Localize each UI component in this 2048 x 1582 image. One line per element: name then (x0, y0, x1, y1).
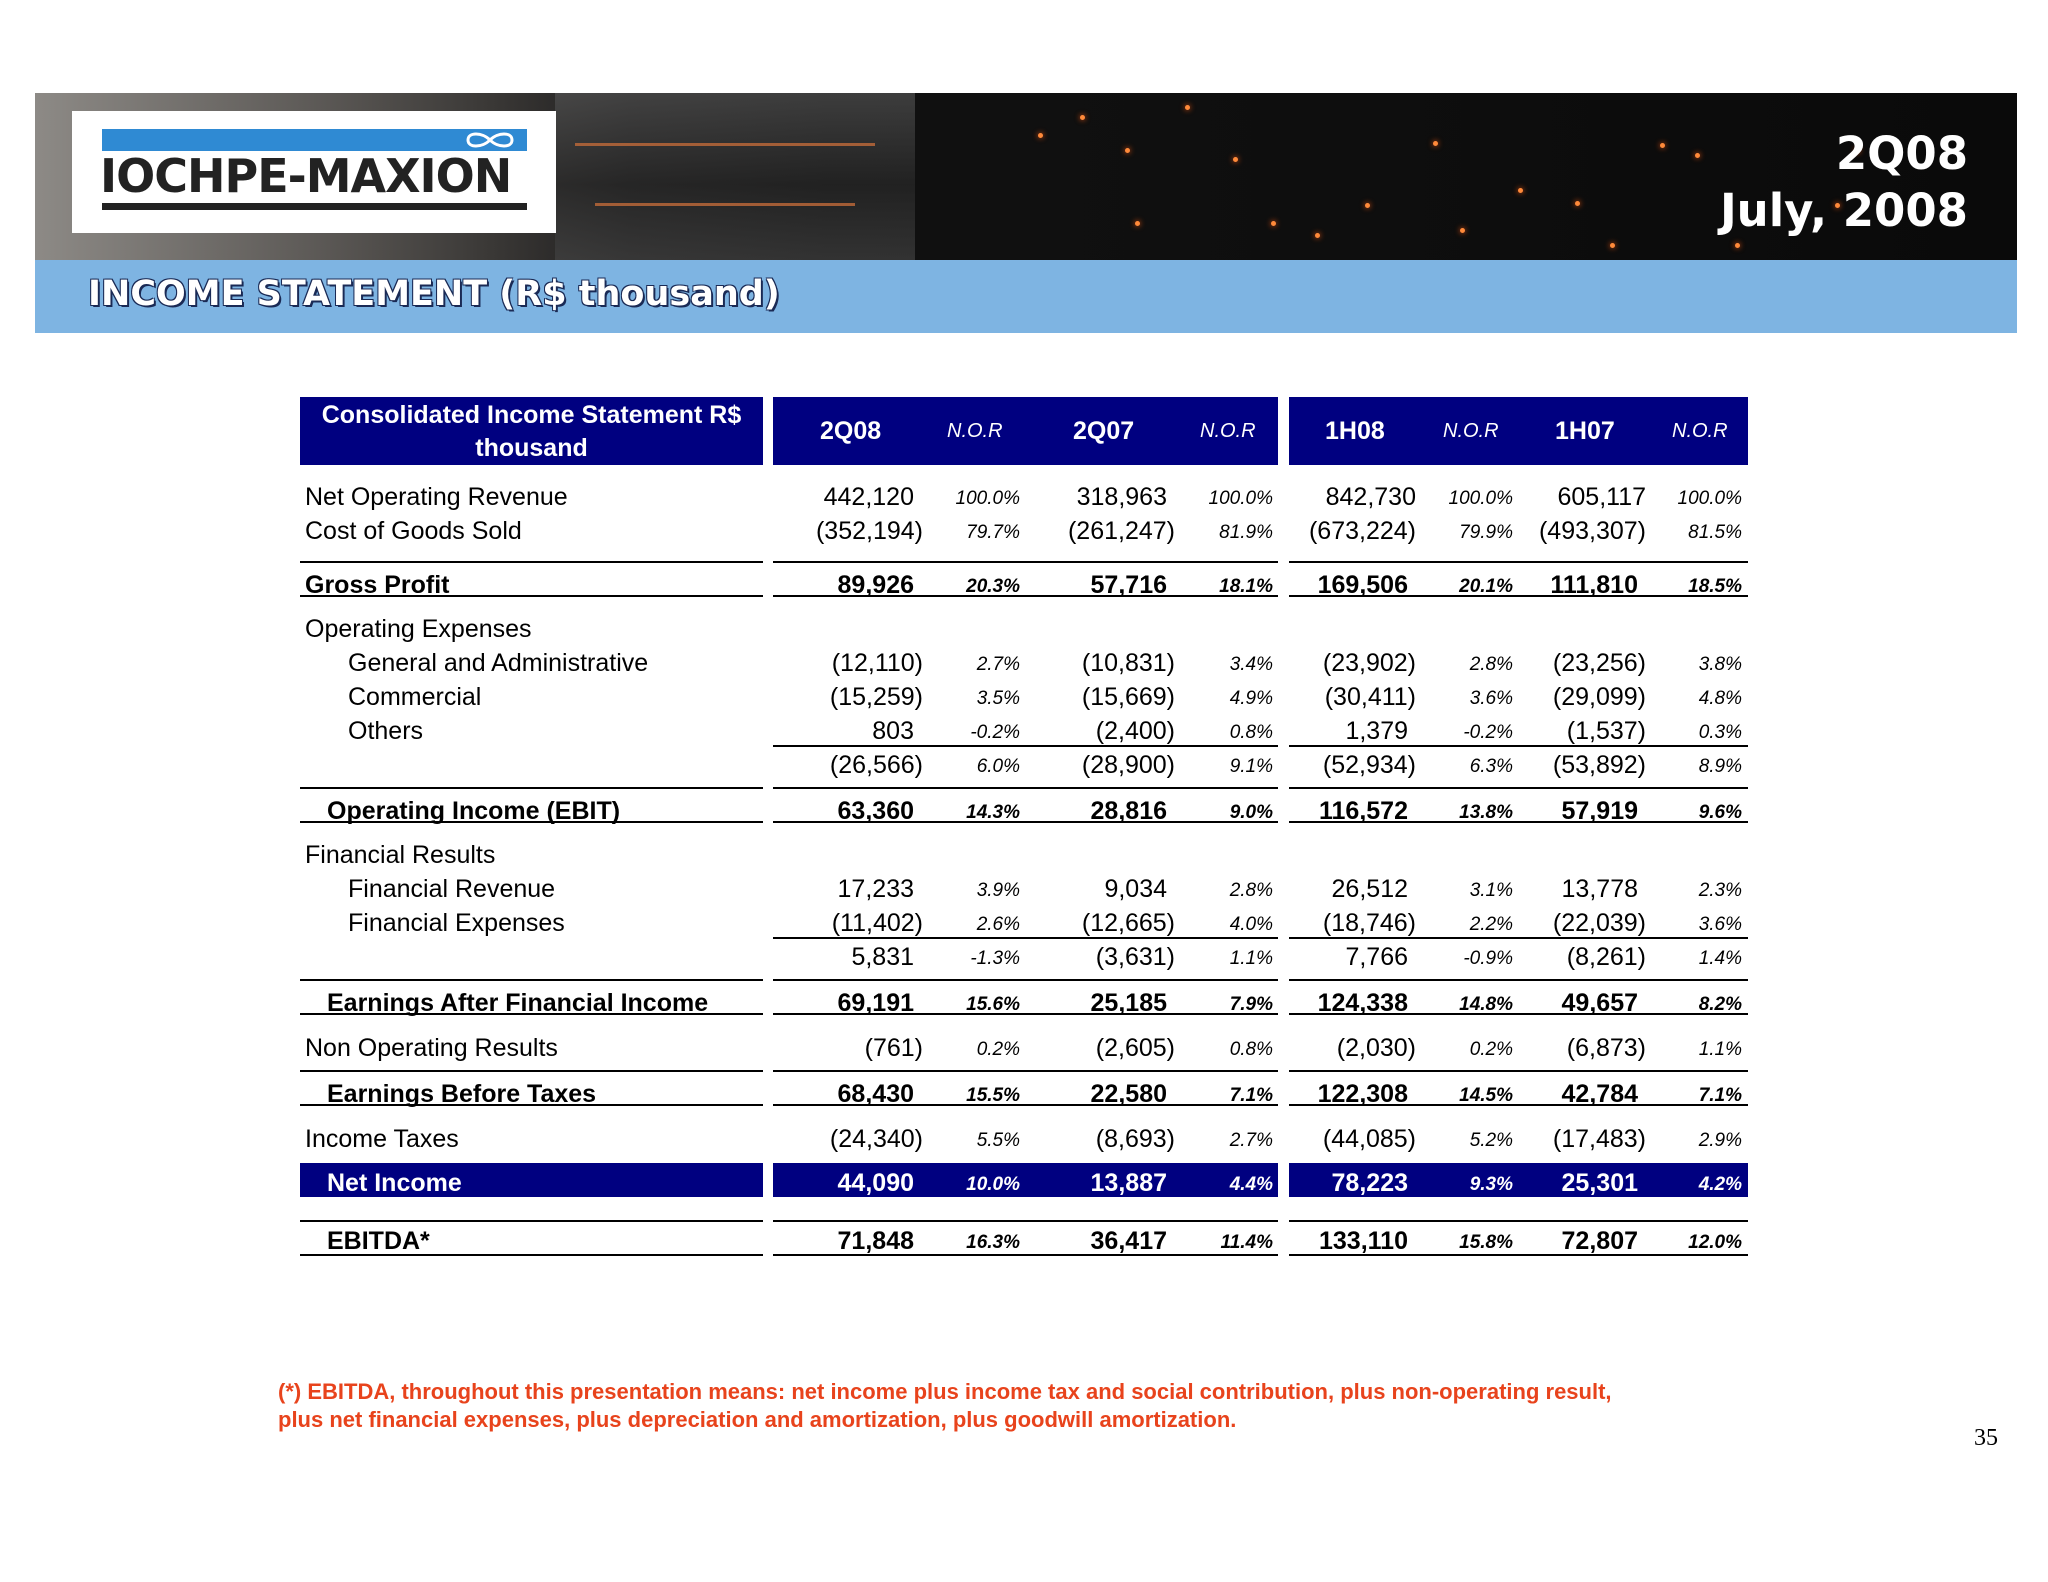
cell-1h08: 133,110 (1319, 1227, 1408, 1255)
date-label: July, 2008 (1719, 184, 1968, 237)
cell-nor: 9.3% (1469, 1174, 1513, 1195)
cell-nor: 11.4% (1220, 1232, 1273, 1253)
cell-nor: 1.1% (1698, 1039, 1742, 1060)
cell-nor: -1.3% (970, 948, 1020, 969)
banner-decor (1610, 243, 1615, 248)
cell-nor: 3.6% (1698, 914, 1742, 935)
cell-2q08: 44,090 (837, 1169, 914, 1197)
cell-nor: 8.9% (1698, 756, 1742, 777)
rule-line (1289, 787, 1748, 789)
page-title: INCOME STATEMENT (R$ thousand) (88, 274, 780, 314)
rule-line (773, 979, 1278, 981)
cell-nor: 4.9% (1229, 688, 1273, 709)
cell-nor: 7.1% (1698, 1085, 1742, 1106)
cell-2q08: 63,360 (837, 797, 914, 825)
cell-2q07: (12,665) (1081, 909, 1175, 937)
rule-line (300, 561, 763, 563)
row-label: Gross Profit (305, 571, 450, 599)
cell-2q08: 17,233 (837, 875, 914, 903)
cell-1h07: (23,256) (1552, 649, 1646, 677)
cell-2q08: 68,430 (837, 1080, 914, 1108)
banner-decor (1660, 143, 1665, 148)
cell-2q08: (352,194) (815, 517, 923, 545)
rule-line (1289, 1220, 1748, 1222)
cell-2q07: (8,693) (1095, 1125, 1175, 1153)
infinity-logo-icon (460, 131, 520, 149)
column-header-nor: N.O.R (1443, 420, 1499, 442)
row-label: Financial Expenses (348, 909, 565, 937)
cell-nor: 4.4% (1229, 1174, 1273, 1195)
banner-decor (1575, 201, 1580, 206)
cell-nor: 2.6% (976, 914, 1020, 935)
cell-nor: 2.2% (1469, 914, 1513, 935)
cell-2q07: (28,900) (1081, 751, 1175, 779)
row-label: Income Taxes (305, 1125, 459, 1153)
cell-nor: 0.2% (976, 1039, 1020, 1060)
row-label: Net Operating Revenue (305, 483, 568, 511)
cell-2q07: (2,400) (1095, 717, 1175, 745)
cell-nor: 3.1% (1469, 880, 1513, 901)
row-label: Commercial (348, 683, 482, 711)
cell-1h08: (673,224) (1308, 517, 1416, 545)
banner-decor (1315, 233, 1320, 238)
banner-decor (1125, 148, 1130, 153)
rule-line (300, 1220, 763, 1222)
cell-nor: 2.9% (1698, 1130, 1742, 1151)
period-label: 2Q08 (1835, 127, 1968, 180)
cell-2q07: 57,716 (1090, 571, 1167, 599)
cell-1h08: 7,766 (1345, 943, 1408, 971)
column-header-1h07: 1H07 (1555, 417, 1615, 445)
table-label-header: Consolidated Income Statement R$ thousand (300, 397, 763, 465)
cell-nor: 10.0% (966, 1174, 1020, 1195)
cell-1h07: 42,784 (1561, 1080, 1638, 1108)
cell-nor: 0.8% (1229, 1039, 1273, 1060)
report-period (1720, 125, 1968, 239)
cell-nor: 20.3% (966, 576, 1020, 597)
cell-nor: 100.0% (1448, 488, 1513, 509)
cell-nor: 3.4% (1229, 654, 1273, 675)
cell-nor: 6.0% (976, 756, 1020, 777)
column-header-2q08: 2Q08 (820, 417, 882, 445)
cell-nor: 100.0% (955, 488, 1020, 509)
column-header-nor: N.O.R (947, 420, 1003, 442)
cell-nor: 6.3% (1469, 756, 1513, 777)
cell-2q08: 803 (872, 717, 914, 745)
row-label: Financial Results (305, 841, 496, 869)
cell-nor: 81.9% (1219, 522, 1273, 543)
cell-nor: 2.7% (976, 654, 1020, 675)
cell-2q08: 89,926 (837, 571, 914, 599)
cell-nor: 0.3% (1698, 722, 1742, 743)
rule-line (773, 1070, 1278, 1072)
cell-nor: 15.6% (966, 994, 1020, 1015)
cell-nor: 9.6% (1698, 802, 1742, 823)
cell-nor: 7.1% (1229, 1085, 1273, 1106)
banner-decor (1365, 203, 1370, 208)
cell-nor: 14.3% (966, 802, 1020, 823)
rule-line (300, 787, 763, 789)
cell-nor: 79.9% (1459, 522, 1513, 543)
cell-nor: 1.4% (1698, 948, 1742, 969)
cell-nor: 3.8% (1698, 654, 1742, 675)
row-label: Financial Revenue (348, 875, 556, 903)
cell-2q08: (24,340) (829, 1125, 923, 1153)
cell-1h07: (8,261) (1566, 943, 1646, 971)
cell-1h08: 842,730 (1325, 483, 1416, 511)
table-header-quarters (773, 397, 1278, 465)
rule-line (1289, 561, 1748, 563)
cell-2q08: 5,831 (851, 943, 914, 971)
rule-line (1289, 1070, 1748, 1072)
rule-line (773, 1220, 1278, 1222)
cell-2q07: 22,580 (1090, 1080, 1167, 1108)
cell-nor: 14.5% (1459, 1085, 1513, 1106)
logo-underline (102, 203, 527, 210)
cell-2q07: (261,247) (1067, 517, 1175, 545)
cell-nor: 1.1% (1229, 948, 1273, 969)
cell-2q07: 9,034 (1104, 875, 1167, 903)
rule-line (773, 787, 1278, 789)
cell-1h08: 26,512 (1331, 875, 1408, 903)
cell-1h08: 124,338 (1317, 989, 1408, 1017)
cell-2q07: 36,417 (1090, 1227, 1167, 1255)
column-header-nor: N.O.R (1200, 420, 1256, 442)
row-label: Earnings Before Taxes (327, 1080, 597, 1108)
cell-1h07: 57,919 (1561, 797, 1638, 825)
cell-1h07: (53,892) (1552, 751, 1646, 779)
cell-nor: 81.5% (1688, 522, 1742, 543)
cell-nor: 3.6% (1469, 688, 1513, 709)
cell-2q07: 28,816 (1090, 797, 1167, 825)
banner-decor (575, 143, 875, 146)
row-label: Cost of Goods Sold (305, 517, 522, 545)
cell-2q07: 25,185 (1090, 989, 1167, 1017)
logo-wordmark: IOCHPE-MAXION (100, 149, 512, 203)
cell-2q08: 71,848 (837, 1227, 914, 1255)
page-number: 35 (1974, 1425, 1998, 1451)
banner-decor (1135, 221, 1140, 226)
rule-line (300, 1070, 763, 1072)
cell-1h07: 25,301 (1561, 1169, 1638, 1197)
cell-1h08: (30,411) (1324, 683, 1416, 711)
column-header-1h08: 1H08 (1325, 417, 1385, 445)
cell-nor: 3.5% (976, 688, 1020, 709)
banner-decor (1735, 243, 1740, 248)
cell-nor: -0.2% (970, 722, 1020, 743)
cell-nor: 9.1% (1229, 756, 1273, 777)
cell-nor: 5.5% (976, 1130, 1020, 1151)
cell-nor: 15.5% (966, 1085, 1020, 1106)
banner-decor (1695, 153, 1700, 158)
cell-1h07: 72,807 (1561, 1227, 1638, 1255)
cell-nor: 16.3% (966, 1232, 1020, 1253)
cell-1h07: (22,039) (1552, 909, 1646, 937)
rule-line (773, 561, 1278, 563)
row-label: EBITDA* (327, 1227, 430, 1255)
cell-2q07: 13,887 (1090, 1169, 1167, 1197)
banner-background-image (555, 93, 915, 260)
row-label: Operating Income (EBIT) (327, 797, 621, 825)
row-label: Earnings After Financial Income (327, 989, 709, 1017)
cell-2q08: (26,566) (829, 751, 923, 779)
cell-1h08: (23,902) (1322, 649, 1416, 677)
banner-decor (595, 203, 855, 206)
cell-nor: 2.3% (1698, 880, 1742, 901)
cell-nor: 2.8% (1229, 880, 1273, 901)
row-label: General and Administrative (348, 649, 649, 677)
banner-decor (1433, 141, 1438, 146)
cell-nor: 100.0% (1208, 488, 1273, 509)
cell-nor: 18.1% (1219, 576, 1273, 597)
rule-line (1289, 979, 1748, 981)
cell-nor: 79.7% (966, 522, 1020, 543)
cell-1h08: (52,934) (1322, 751, 1416, 779)
cell-1h08: 78,223 (1331, 1169, 1408, 1197)
cell-2q07: 318,963 (1076, 483, 1167, 511)
banner-decor (1185, 105, 1190, 110)
banner-decor (1518, 188, 1523, 193)
column-header-2q07: 2Q07 (1073, 417, 1135, 445)
row-label: Net Income (327, 1169, 462, 1197)
cell-nor: 100.0% (1677, 488, 1742, 509)
row-label: Operating Expenses (305, 615, 532, 643)
cell-1h07: (29,099) (1552, 683, 1646, 711)
cell-1h08: (44,085) (1322, 1125, 1416, 1153)
cell-nor: 18.5% (1688, 576, 1742, 597)
cell-nor: 12.0% (1688, 1232, 1742, 1253)
cell-2q08: 442,120 (823, 483, 914, 511)
cell-1h08: 169,506 (1317, 571, 1408, 599)
cell-nor: 8.2% (1698, 994, 1742, 1015)
cell-2q07: (3,631) (1095, 943, 1175, 971)
banner-decor (1271, 221, 1276, 226)
row-label: Non Operating Results (305, 1034, 558, 1062)
cell-2q08: (12,110) (831, 649, 923, 677)
cell-2q07: (2,605) (1095, 1034, 1175, 1062)
banner-decor (1460, 228, 1465, 233)
banner-decor (1233, 157, 1238, 162)
cell-1h08: 122,308 (1317, 1080, 1408, 1108)
cell-1h07: (1,537) (1566, 717, 1646, 745)
cell-1h08: (2,030) (1336, 1034, 1416, 1062)
cell-2q07: (10,831) (1081, 649, 1175, 677)
cell-nor: -0.9% (1463, 948, 1513, 969)
banner-decor (1080, 115, 1085, 120)
cell-1h08: (18,746) (1322, 909, 1416, 937)
cell-nor: -0.2% (1463, 722, 1513, 743)
ebitda-footnote: (*) EBITDA, throughout this presentation means: net income plus income tax and social contribution, plus non-operating result, plus net financial expenses, plus depreciation and amortization, plus goodwill amortization. (278, 1379, 1612, 1432)
cell-nor: 13.8% (1459, 802, 1513, 823)
cell-1h07: 111,810 (1550, 571, 1638, 599)
cell-nor: 15.8% (1459, 1232, 1513, 1253)
cell-nor: 4.0% (1229, 914, 1273, 935)
cell-1h08: 116,572 (1319, 797, 1408, 825)
subtotal-rule-line (773, 745, 1278, 747)
company-logo (72, 111, 556, 233)
cell-1h07: (493,307) (1538, 517, 1646, 545)
cell-nor: 7.9% (1229, 994, 1273, 1015)
cell-nor: 0.8% (1229, 722, 1273, 743)
cell-nor: 4.2% (1698, 1174, 1742, 1195)
cell-1h07: 49,657 (1561, 989, 1638, 1017)
cell-1h07: (17,483) (1552, 1125, 1646, 1153)
cell-nor: 3.9% (976, 880, 1020, 901)
cell-2q08: (761) (864, 1034, 923, 1062)
cell-1h07: (6,873) (1566, 1034, 1646, 1062)
cell-nor: 4.8% (1698, 688, 1742, 709)
cell-nor: 5.2% (1469, 1130, 1513, 1151)
cell-nor: 0.2% (1469, 1039, 1513, 1060)
cell-2q08: (11,402) (831, 909, 923, 937)
cell-1h07: 605,117 (1557, 483, 1646, 511)
column-header-nor: N.O.R (1672, 420, 1728, 442)
cell-2q07: (15,669) (1081, 683, 1175, 711)
cell-nor: 9.0% (1229, 802, 1273, 823)
cell-1h08: 1,379 (1345, 717, 1408, 745)
cell-nor: 20.1% (1459, 576, 1513, 597)
cell-nor: 2.8% (1469, 654, 1513, 675)
cell-nor: 2.7% (1229, 1130, 1273, 1151)
banner-decor (1038, 133, 1043, 138)
row-label: Others (348, 717, 424, 745)
cell-1h07: 13,778 (1561, 875, 1638, 903)
cell-2q08: 69,191 (837, 989, 914, 1017)
cell-2q08: (15,259) (829, 683, 923, 711)
rule-line (300, 979, 763, 981)
table-header-halves (1289, 397, 1748, 465)
cell-nor: 14.8% (1459, 994, 1513, 1015)
